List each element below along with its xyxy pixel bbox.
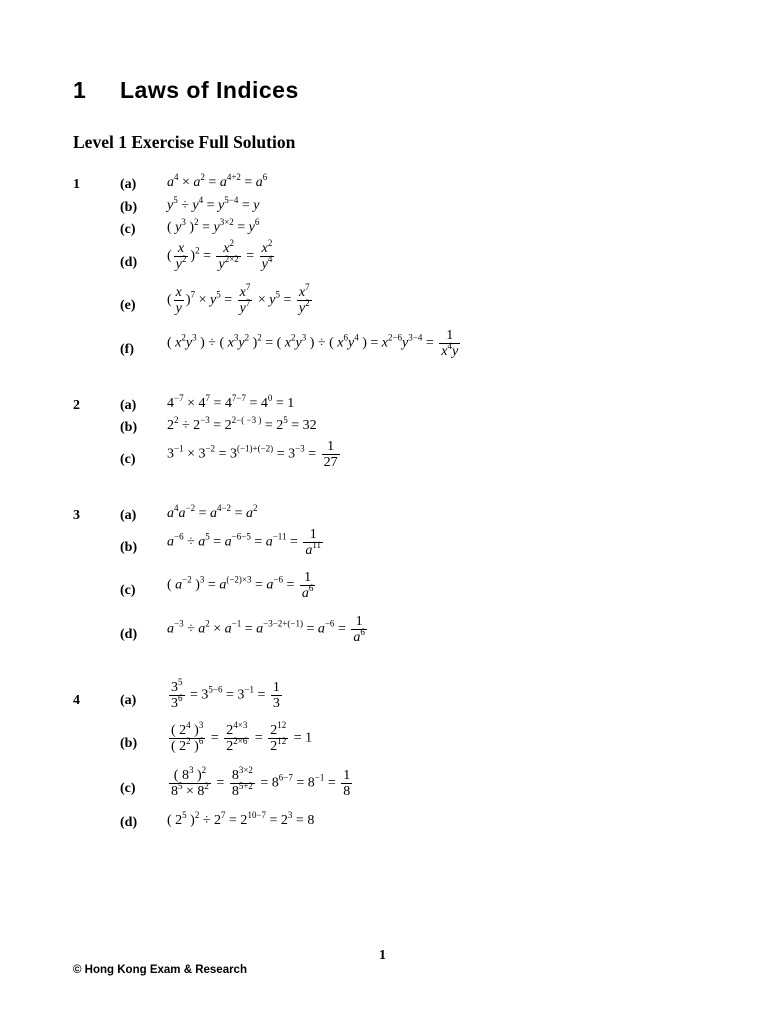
chapter-title: Laws of Indices bbox=[120, 77, 299, 103]
part-label-3b: (b) bbox=[120, 540, 138, 555]
solution-4d: ( $2^5$ )$^2 \div 2^7 = 2^{10-7} = 2^3 = 8$ bbox=[167, 810, 315, 828]
part-label-4c: (c) bbox=[120, 781, 136, 796]
solution-2a: $4^{-7} \times 4^7 = 4^{7-7} = 4^0 = 1$ bbox=[167, 393, 295, 411]
part-label-1a: (a) bbox=[120, 177, 137, 192]
part-label-4d: (d) bbox=[120, 815, 138, 830]
solution-1e: ( $\frac{x}{y}$ )$^7 \times y^5$ = $\frac{x^7}{y^7}$ × $y^5$ = $\frac{x^7}{y^2}$ bbox=[167, 282, 310, 316]
part-label-3a: (a) bbox=[120, 508, 137, 523]
part-label-3c: (c) bbox=[120, 583, 136, 598]
part-label-1e: (e) bbox=[120, 298, 136, 313]
solution-4a: $\frac{3^5}{3^6}$ = $3^{5-6} = 3^{-1}$ = $\frac{1}{3}$ bbox=[171, 677, 280, 711]
question-number-4: 4 bbox=[73, 693, 80, 708]
part-label-1c: (c) bbox=[120, 222, 136, 237]
solution-1a: $a^4 \times a^2 = a^{4+2} = a^6$ bbox=[167, 172, 268, 190]
solution-4c: $\frac{( 8^3 )^2}{8^5 \times 8^2}$ = $\frac{8^{3\times 2}}{8^{5+2}}$ = $8^{6-7} = 8^{-1}$ = $\frac{1}{8}$ bbox=[171, 765, 351, 799]
copyright-footer: © Hong Kong Exam & Research bbox=[73, 964, 247, 976]
solution-4b: $\frac{( 2^4 )^3}{( 2^2 )^6}$ = $\frac{2^{4\times 3}}{2^{2\times 6}}$ = $\frac{2^{12}}{2^{12}}$ = 1 bbox=[171, 720, 313, 754]
solution-1f: ( $x^2y^3$ ) ÷ ( $x^3y^2$ )$^2$ = ( $x^2y^3$ ) ÷ ( $x^6y^4$ ) = $x^{2-6}y^{3-4}$ = $\frac{1}{x^4y}$ bbox=[167, 328, 459, 359]
question-number-1: 1 bbox=[73, 177, 80, 192]
solution-2b: $2^2 \div 2^{-3} = 2^{2-( -3 )} = 2^5 = 32$ bbox=[167, 415, 317, 433]
part-label-1b: (b) bbox=[120, 200, 138, 215]
part-label-4b: (b) bbox=[120, 736, 138, 751]
part-label-1f: (f) bbox=[120, 342, 134, 357]
solution-3b: $a^{-6} \div a^5 = a^{-6-5} = a^{-11}$ = $\frac{1}{a^{11}}$ bbox=[167, 527, 322, 558]
part-label-1d: (d) bbox=[120, 255, 138, 270]
part-label-3d: (d) bbox=[120, 627, 138, 642]
section-subtitle: Level 1 Exercise Full Solution bbox=[73, 132, 296, 152]
solution-3d: $a^{-3} \div a^2 \times a^{-1} = a^{-3-2+(-1)} = a^{-6}$ = $\frac{1}{a^6}$ bbox=[167, 614, 365, 645]
solution-2c: $3^{-1} \times 3^{-2} = 3^{(-1)+(-2)} = 3^{-3}$ = $\frac{1}{27}$ bbox=[167, 439, 338, 470]
solution-1d: ( $\frac{x}{y^2}$ )$^2$ = $\frac{x^2}{y^{2\times 2}}$ = $\frac{x^2}{y^4}$ bbox=[167, 238, 273, 272]
solution-3c: ( $a^{-2}$ )$^3 = a^{(-2)\times 3} = a^{-6}$ = $\frac{1}{a^6}$ bbox=[167, 570, 314, 601]
part-label-2a: (a) bbox=[120, 398, 137, 413]
part-label-2b: (b) bbox=[120, 420, 138, 435]
part-label-2c: (c) bbox=[120, 452, 136, 467]
page-number: 1 bbox=[379, 948, 386, 963]
solution-1c: ( $y^3$ )$^2 = y^{3\times 2} = y^6$ bbox=[167, 217, 260, 235]
part-label-4a: (a) bbox=[120, 693, 137, 708]
solution-1b: $y^5 \div y^4 = y^{5-4} = y$ bbox=[167, 195, 260, 213]
question-number-3: 3 bbox=[73, 508, 80, 523]
solution-3a: $a^4a^{-2} = a^{4-2} = a^2$ bbox=[167, 503, 258, 521]
chapter-number: 1 bbox=[73, 77, 86, 103]
question-number-2: 2 bbox=[73, 398, 80, 413]
